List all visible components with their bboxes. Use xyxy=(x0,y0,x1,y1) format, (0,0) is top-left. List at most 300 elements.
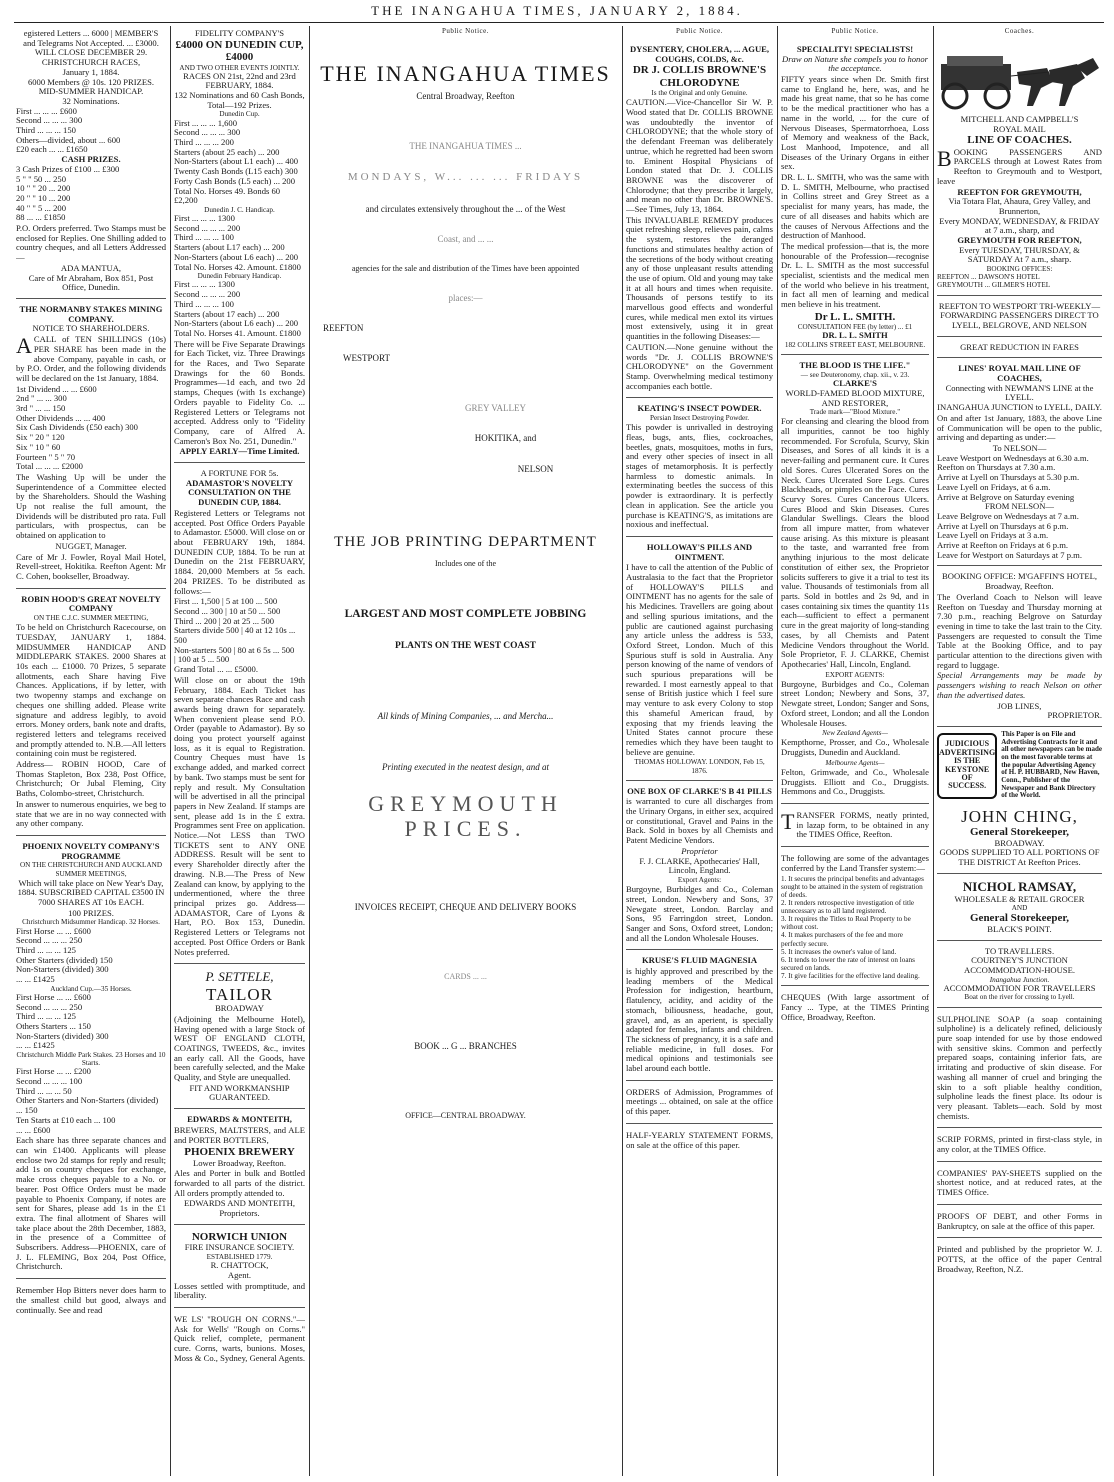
list-line: 1st Dividend ... ... £600 xyxy=(16,383,97,394)
cash-prizes xyxy=(16,165,166,223)
cash-address: Care of Mr Abraham, Box 851, Post Office, Dunedin. xyxy=(28,272,154,293)
companies-ad xyxy=(937,1165,1102,1205)
list-line: First ... 1,500 | 5 at 100 ... 500 xyxy=(174,596,278,607)
adamastor-table xyxy=(174,597,305,675)
list-line: First ... ... ... 1300 xyxy=(174,279,235,290)
list-line: Total No. Horses 41. Amount. £1800 xyxy=(174,327,301,338)
goods-supplied: GOODS SUPPLIED TO ALL PORTIONS OF THE DISTRICT At Reefton Prices. xyxy=(939,847,1100,868)
holloway-signature: THOMAS HOLLOWAY. LONDON, Feb 15, 1876. xyxy=(634,758,765,775)
cheques-text: CHEQUES (With large assortment of Fancy ... Type, at the TIMES Printing Office, Broadway, Reefton. xyxy=(781,992,929,1022)
clarke-proprietor: Proprietor xyxy=(681,845,718,856)
list-line: IS THE xyxy=(953,756,981,766)
list-line: 40 " " 5 ... 200 xyxy=(16,202,66,213)
list-line: 2nd " ... ... 300 xyxy=(16,393,67,404)
john-ching: JOHN CHING, xyxy=(961,807,1078,827)
general-storekeeper-2: General Storekeeper, xyxy=(970,912,1069,925)
handicap-title: Dunedin J. C. Handicap. xyxy=(204,205,275,214)
dunedin-cup-prizes xyxy=(174,119,305,206)
nichol-ramsay-ad xyxy=(937,877,1102,941)
list-line: ADVERTISING xyxy=(939,747,996,757)
list-line: Six Cash Dividends (£50 each) 300 xyxy=(16,422,138,433)
phoenix-ad xyxy=(16,839,166,1279)
normanby-body-2: The Washing Up will be under the Superintendence of a Committee elected by the Shareholders. Should the Washing Up not realise the full amount, the Dividends will be distributed pro rata. Full particulars, with prospectus, can be obtained on application to xyxy=(16,471,166,541)
fidelity-title: FIDELITY COMPANY'S xyxy=(194,28,284,38)
column-header: Coaches. xyxy=(1004,27,1035,35)
midsummer-prizes xyxy=(16,927,166,985)
paper-title: THE INANGAHUA TIMES xyxy=(320,60,611,86)
line-of-coaches: LINE OF COACHES. xyxy=(967,134,1072,147)
list-line: Arrive at Lyell on Thursdays at 6 p.m. xyxy=(937,520,1069,531)
place-reefton: REEFTON xyxy=(323,323,364,333)
column-2 xyxy=(174,26,305,1476)
melbourne-agents: Melbourne Agents— xyxy=(825,758,885,767)
and-restorer: AND RESTORER, xyxy=(821,397,889,408)
list-line: First Horse ... ... £600 xyxy=(16,991,91,1002)
edwards-address: Lower Broadway, Reefton. xyxy=(193,1157,286,1168)
junction-to-lyell: INANGAHUA JUNCTION to LYELL, DAILY. xyxy=(937,402,1102,413)
list-line: Total No. Horses 49. Bonds 60 £2,200 xyxy=(174,185,281,206)
transfer-text: TRANSFER FORMS, neatly printed, in lazap form, to be obtained in any the TIMES Office, Reefton. xyxy=(781,809,929,840)
smith-body-3: The medical profession—that is, the more honourable of the Profession—recognise Dr. L. L. SMITH as the most successful specialist, scientists and the medical men of the world who believe in his treatment, in fact all men of learning and medical men believe in his treatment. xyxy=(781,240,929,310)
list-line: Other Dividends ... ... 400 xyxy=(16,412,106,423)
edwards-body: BREWERS, MALTSTERS, and ALE and PORTER BOTTLERS, xyxy=(174,1124,305,1145)
robin-body: To be held on Christchurch Racecourse, on TUESDAY, JANUARY 1, 1884. MIDSUMMER HANDICAP AND MIDDLEPARK STAKES. 2000 Shares at 10s each ... £1000. 70 Prizes, 5 separate allotments, each Share having Five Chances. Applications, if by letter, with two twopenny stamps and exchange on cheques one shilling added. Please write signature and address legibly, to avoid errors. Money orders, bank note and drafts, registered letters and telegrams received and promptly attended to. N.B.—All letters containing coin must be registered. xyxy=(16,622,166,759)
deuteronomy: — see Deuteronomy, chap. xii., v. 23. xyxy=(800,370,910,379)
and-label: AND xyxy=(1011,904,1028,913)
notice-line-3: and circulates extensively throughout the ... of the West xyxy=(365,203,566,214)
list-line: Other Starters and Non-Starters (divided) ... 150 xyxy=(16,1095,159,1116)
handicap-prizes xyxy=(174,214,305,272)
list-line: Six " 20 " 120 xyxy=(16,432,65,443)
days-1: Every MONDAY, WEDNESDAY, & FRIDAY at 7 a.m., sharp, and xyxy=(939,215,1100,236)
column-rule xyxy=(622,26,623,1476)
from-nelson: FROM NELSON— xyxy=(985,501,1054,512)
accommodation: ACCOMMODATION FOR TRAVELLERS xyxy=(943,982,1096,993)
schedule-to-nelson xyxy=(937,454,1102,503)
notice-line-5: agencies for the sale and distribution of the Times have been appointed xyxy=(351,263,580,273)
norwich-ad xyxy=(174,1228,305,1308)
list-line: Others—divided, about ... 600 xyxy=(16,134,121,145)
list-line: 5. It increases the owner's value of land. xyxy=(781,947,897,956)
established: ESTABLISHED 1779. xyxy=(206,1253,273,1262)
place-hokitika: HOKITIKA, and xyxy=(474,433,537,444)
schedule-from-nelson xyxy=(937,512,1102,561)
to-nelson: To NELSON— xyxy=(992,442,1047,453)
list-line: KEYSTONE xyxy=(944,764,990,774)
list-line: Leave Westport on Wednesdays at 6.30 a.m. xyxy=(937,452,1089,463)
list-line: Second ... ... ... 200 xyxy=(174,289,241,300)
general-storekeeper: General Storekeeper, xyxy=(970,826,1069,839)
list-line: Six " 10 " 60 xyxy=(16,441,61,452)
greymouth-reefton: GREYMOUTH FOR REEFTON, xyxy=(957,235,1082,246)
list-line: Leave Lyell on Fridays at 3 a.m. xyxy=(937,530,1049,541)
place-grey-valley: GREY VALLEY xyxy=(464,403,527,414)
norwich-title: NORWICH UNION xyxy=(191,1230,288,1243)
holloway-title: HOLLOWAY'S PILLS AND OINTMENT. xyxy=(646,541,753,562)
list-line: Leave Belgrove on Wednesdays at 7 a.m. xyxy=(937,510,1079,521)
john-broadway: BROADWAY. xyxy=(994,837,1045,848)
clarkes-heading: CLARKE'S xyxy=(833,378,877,389)
list-line: 5 " " 50 ... 250 xyxy=(16,173,66,184)
imprint-ad xyxy=(937,1241,1102,1280)
list-line: Second ... ... ... 300 xyxy=(16,115,83,126)
list-line: Arrive at Reefton on Fridays at 6 p.m. xyxy=(937,540,1069,551)
adamastor-body-2: Will close on or about the 19th February, 1884. Each Ticket has seven separate chances Race and cash awards being drawn for separately. When convenient please send P.O. Order (payable to Adamastor). By so doing you protect yourself against loss, as it is equal to Registration. Country Cheques must have 1s exchange added, and marked correct by bank. Two stamps must be sent for reply and result. My Consultation will be advertised in all the principal papers in New Zealand. If stamps are sent, please add 1s in the £ extra. Programmes sent Free on application. Notice.—Not LESS than TWO TICKETS sent to ANY ONE ADDRESS. Result will be sent to every Shareholder directly after the drawing. N.B.—The Press of New Zealand can know, by applying to the undermentioned, where the three principal prizes go. Address—ADAMASTOR, Care of Lyons & Hart, P.O. Box 153, Dunedin. Registered Letters or Telegrams not accepted. Post Office Orders or Bank Notes preferred. xyxy=(174,674,305,957)
column-6 xyxy=(937,26,1102,1476)
cash-prizes-title: CASH PRIZES. xyxy=(61,154,121,165)
john-ching-ad xyxy=(937,804,1102,874)
stagecoach-illustration xyxy=(937,42,1102,112)
place-nelson: NELSON xyxy=(517,463,554,474)
column-rule xyxy=(170,26,171,1476)
transfer-ad xyxy=(781,807,929,847)
scrip-text: SCRIP FORMS, printed in first-class style, in any color, at the TIMES Office. xyxy=(937,1134,1102,1155)
list-line: 6000 Members @ 10s. 120 PRIZES. xyxy=(27,76,155,87)
list-line: Third ... ... ... 50 xyxy=(16,1085,72,1096)
browne-heading: DR J. COLLIS BROWNE'S CHLORODYNE xyxy=(632,64,767,89)
edwards-title: EDWARDS & MONTEITH, xyxy=(187,1114,292,1125)
to-travellers: TO TRAVELLERS. xyxy=(984,945,1055,956)
place-westport: WESTPORT xyxy=(343,353,390,364)
fidelity-ad xyxy=(174,26,305,463)
normanby-signature: NUGGET, Manager. xyxy=(55,540,127,551)
clarke-body: is warranted to cure all discharges from the Urinary Organs, in either sex, acquired or constitutional, Gravel and Pains in the Back. Sold in boxes by all Chemists and Patent Medicine Vendors. xyxy=(626,796,773,846)
list-line: Starters (about 17 each) ... 200 xyxy=(174,308,280,319)
book-line: BOOK ... G ... BRANCHES xyxy=(414,1040,517,1051)
via-route: Via Totara Flat, Ahaura, Grey Valley, and Brunnerton, xyxy=(948,196,1091,216)
list-line: 32 Nominations. xyxy=(62,95,120,106)
inangahua-junction: Inangahua Junction. xyxy=(989,975,1050,984)
smith-address-name: DR. L. L. SMITH xyxy=(822,330,888,341)
clarke-name: F. J. CLARKE, Apothecaries' Hall, Lincoln, England. xyxy=(639,855,760,876)
list-line: 4. It makes purchasers of the fee and more perfectly secure. xyxy=(781,931,903,948)
dunedin-cup-title: Dunedin Cup. xyxy=(219,110,260,119)
kruse-body: is highly approved and prescribed by the leading members of the Medical Profession for indigestion, heartburn, flatulency, acidity, and acidity of the stomach, biliousness, headache, gout, gravel, and, as an aperient, is specially adapted for females, infants and children. The sickness of pregnancy, it is a safe and reliable medicine, in full doses. For medical opinions and testimonials see label around each bottle. xyxy=(626,966,773,1074)
rough-on-corns-ad xyxy=(174,1311,305,1370)
phoenix-sub: ON THE CHRISTCHURCH AND AUCKLAND SUMMER MEETINGS, xyxy=(19,861,163,878)
phoenix-footer: Each share has three separate chances and can win £1400. Applicants will please enclose two 2d stamps for reply and result; add 1s on country cheques for exchange, make cross cheques payable to a No. or bearer. Post Office Orders must be made payable to Phoenix Company, if notes are sent for Shares, please add 1s in the £1 extra. The final allotment of Shares will take place about the 28th December, 1883, in the presence of a Committee of Subscribers. Address—PHOENIX, care of J. L. FLEMING, Box 204, Post Office, Christchurch. xyxy=(16,1135,166,1272)
cards-line: CARDS ... ... xyxy=(444,971,487,981)
clarke-export-body: Burgoyne, Burbidges and Co., Coleman street, London. Newbery and Sons, 37 Newgate street, London. Barclay and Sons, 95 Farringdon street, London. Sanger and Sons, Oxford street, London; and all the London Wholesale Houses. xyxy=(626,884,773,943)
column-1 xyxy=(16,26,166,1476)
mitchell-coaches-ad xyxy=(937,112,1102,296)
hop-bitters-text: Remember Hop Bitters never does harm to the smallest child but good, always and continually. See and read xyxy=(16,1285,166,1315)
settele-name: P. SETTELE, xyxy=(205,969,274,985)
phoenix-title: PHOENIX NOVELTY COMPANY'S PROGRAMME xyxy=(22,840,160,861)
job-printing-heading: THE JOB PRINTING DEPARTMENT xyxy=(334,533,597,550)
list-line: Third ... ... ... 200 xyxy=(174,137,234,148)
column-header: Public Notice. xyxy=(675,27,724,35)
column-header: Public Notice. xyxy=(831,27,879,35)
column-rule xyxy=(777,26,778,1476)
chattock: R. CHATTOCK, xyxy=(210,1260,269,1271)
holloway-ad xyxy=(626,540,773,781)
cash-signature: ADA MANTUA, xyxy=(60,262,122,273)
robin-footer: In answer to numerous enquiries, we beg to state that we are in no way connected with any other company. xyxy=(16,798,166,829)
list-line: ... ... £1425 xyxy=(16,974,55,985)
phoenix-body: Which will take place on New Year's Day, 1884. SUBSCRIBED CAPITAL £3500 IN 7000 SHARES AT 10s EACH. xyxy=(17,877,165,908)
list-line: Third ... ... ... 100 xyxy=(174,232,234,243)
list-line: 10 " " 20 ... 200 xyxy=(16,183,71,194)
travellers-ad xyxy=(937,944,1102,1008)
tailor-fit: FIT AND WORKMANSHIP GUARANTEED. xyxy=(189,1082,290,1103)
column-header: Public Notice. xyxy=(441,27,490,35)
auckland-prizes xyxy=(16,993,166,1051)
dysentery-heading: DYSENTERY, CHOLERA, ... AGUE, COUGHS, COLDS, &c. xyxy=(629,43,770,64)
list-line: 3rd " ... ... 150 xyxy=(16,403,66,414)
great-reduction-ad xyxy=(937,340,1102,359)
list-line: Arrive at Belgrove on Saturday evening xyxy=(937,491,1075,502)
boat: Boat on the river for crossing to Lyell. xyxy=(964,993,1075,1002)
phoenix-prizes: 100 PRIZES. xyxy=(68,907,114,918)
connecting: Connecting with NEWMAN'S LINE at the LYELL. xyxy=(945,382,1094,403)
robin-sub: ON THE C.J.C. SUMMER MEETING, xyxy=(33,614,149,623)
list-line: Fourteen " 5 " 70 xyxy=(16,451,76,462)
list-line: Starters (about 25 each) ... 200 xyxy=(174,146,280,157)
list-line: ... ... £600 xyxy=(16,1124,51,1135)
hubbard-text: This Paper is on File and Advertising Contracts for it and all other newspapers can be made on the most favorable terms at the popular Advertising Agency of H. P. HUBBARD, New Haven, Conn., Publisher of the Newspaper and Bank Directory of the World. xyxy=(1001,729,1102,800)
great-reduction: GREAT REDUCTION IN FARES xyxy=(960,341,1079,352)
column-5 xyxy=(781,26,929,1476)
paper-address: Central Broadway, Reefton xyxy=(416,90,515,101)
lines-royal-mail-ad xyxy=(937,361,1102,566)
list-line: Ten Starts at £10 each ... 100 xyxy=(16,1114,116,1125)
consultation-fee: CONSULTATION FEE (by letter) ... £1 xyxy=(797,323,913,332)
kinds-line: All kinds of Mining Companies, ... and Mercha... xyxy=(377,711,554,722)
includes-label: Includes one of the xyxy=(434,558,497,568)
tailor-broadway: BROADWAY xyxy=(215,1003,264,1014)
masthead: THE INANGAHUA TIMES, JANUARY 2, 1884. xyxy=(371,3,743,18)
overland-text: The Overland Coach to Nelson will leave Reefton on Tuesday and Thursday morning at 7.30 p.m., reaching Belgrove on Saturday evening in time to take the last train to the City. Passengers are requested to consult the Time Table at the Booking Office, and to pay particular attention to the directions given with regard to luggage. xyxy=(937,591,1102,670)
adamastor-title: ADAMASTOR'S NOVELTY CONSULTATION ON THE DUNEDIN CUP, 1884. xyxy=(185,477,294,508)
list-line: First ... ... ... 1300 xyxy=(174,213,235,224)
export-body: Burgoyne, Burbidges and Co., Coleman street London; Newbery and Sons, 37, Newgate street, London; Sanger and Sons, Oxford street, London; and all the London Wholesale Houses. xyxy=(781,678,929,728)
list-line: 3. It requires the Titles to Real Property to be without cost. xyxy=(781,915,911,932)
list-line: First Horse ... ... £200 xyxy=(16,1066,91,1077)
list-line: Reefton on Thursdays at 7.30 a.m. xyxy=(937,462,1056,473)
normanby-title: THE NORMANBY STAKES MINING COMPANY. xyxy=(19,303,163,324)
wholesale: WHOLESALE & RETAIL GROCER xyxy=(954,893,1085,904)
list-line: Leave for Westport on Saturdays at 7 p.m. xyxy=(937,549,1082,560)
robin-hood-ad xyxy=(16,592,166,836)
settele-ad xyxy=(174,967,305,1109)
smith-name: Dr L. L. SMITH. xyxy=(814,310,896,323)
notice-line-4: Coast, and ... ... xyxy=(437,233,494,244)
fortune: A FORTUNE FOR 5s. xyxy=(200,468,279,479)
fidelity-body: There will be Five Separate Drawings for Each Ticket, viz. Three Drawings for the Races, and Two Separate Drawings for the 60 Bonds. Programmes—1d each, and two 2d stamps, Cheques (with 1s exchange) Orders payable to Fidelity Co. ... Registered Letters or Telegrams not accepted. Address only to "Fidelity Company, care of Alfred A. Cameron's Box No. 251, Dunedin." xyxy=(174,338,305,446)
clarke-export: Export Agents: xyxy=(677,875,722,884)
advantages-list xyxy=(781,875,929,981)
column-3 xyxy=(313,26,618,1476)
fidelity-races: RACES ON 21st, 22nd and 23rd FEBRUARY, 1884. xyxy=(183,70,296,91)
smith-ad xyxy=(781,42,929,355)
list-line: Non-Starters (about L6 each) ... 200 xyxy=(174,318,299,329)
keating-sub: Persian Insect Destroying Powder. xyxy=(649,414,749,423)
browne-original: Is the Original and only Genuine. xyxy=(651,89,748,98)
booking-office-ad xyxy=(937,569,1102,727)
trade-mark: Trade mark—"Blood Mixture." xyxy=(809,408,901,417)
land-transfer-ad xyxy=(781,850,929,986)
losses: Losses settled with promptitude, and liberality. xyxy=(174,1280,305,1301)
lines-royal-mail: LINES' ROYAL MAIL LINE OF COACHES, xyxy=(958,363,1081,384)
list-line: CHRISTCHURCH RACES, xyxy=(41,57,141,68)
list-line: Leave Lyell on Fridays, at 6 a.m. xyxy=(937,481,1051,492)
normanby-address: Care of Mr J. Fowler, Royal Mail Hotel, Revell-street, Hokitika. Reefton Agent: Mr C. Cohen, bookseller, Broadway. xyxy=(16,551,166,581)
blacks-point: BLACK'S POINT. xyxy=(987,923,1052,934)
imprint-text: Printed and published by the proprietor W. J. POTTS, at the office of the paper Central Broadway, Reefton, N.Z. xyxy=(937,1244,1102,1274)
proofs-ad xyxy=(937,1208,1102,1238)
list-line: 6. It tends to lower the rate of interest on loans secured on lands. xyxy=(781,955,915,972)
list-line: Second ... ... ... 200 xyxy=(174,222,241,233)
list-line: Second ... ... ... 250 xyxy=(16,935,83,946)
list-line: Third ... ... ... 125 xyxy=(16,944,76,955)
list-line: Non-Starters (divided) 300 xyxy=(16,964,109,975)
column-rule xyxy=(933,26,934,1476)
orders-text: ORDERS of Admission, Programmes of meetings ... obtained, on sale at the office of this paper. xyxy=(626,1086,773,1117)
clarke-box-title: ONE BOX OF CLARKE'S B 41 PILLS xyxy=(627,785,772,796)
hop-bitters-ad xyxy=(16,1282,166,1321)
browne-caution: CAUTION.—Vice-Chancellor Sir W. P. Wood stated that Dr. COLLIS BROWNE was undoubtedly the inventor of CHLORODYNE; that the whole story of the defendant Freeman was deliberately untrue, which he regretted had been sworn to. Eminent Hospital Physicians of London stated that Dr. J. COLLIS BROWNE was the discoverer of Chlorodyne; that they prescribe it largely, and mean no other than Dr. BROWNE'S.—See Times, July 13, 1864. xyxy=(626,97,773,215)
sulpholine-text: SULPHOLINE SOAP (a soap containing sulpholine) is a delicately refined, deliciously pure soap intended for use by those endowed with sensitive skins. Common and perfectly prepared soaps, containing inferior fats, are irritating and productive of skin disease. For washing all manner of cruel and bringing the skin to a soft pliable healthy condition, sulpholine leads the finest place. Its odour is very pleasant. Tablets—each. Sold by most chemists. xyxy=(937,1013,1102,1121)
february-prizes xyxy=(174,280,305,338)
list-line: and Telegrams Not Accepted. ... £3000. xyxy=(23,37,159,48)
places-label: places:— xyxy=(448,292,483,303)
blood-heading: THE BLOOD IS THE LIFE." xyxy=(799,360,911,371)
largest-heading: LARGEST AND MOST COMPLETE JOBBING xyxy=(344,607,587,620)
junction-body: On and after 1st January, 1883, the above Line of Communication will be open to the public, arriving and departing as under:— xyxy=(937,412,1102,443)
list-line: Starters (about L17 each) ... 200 xyxy=(174,242,285,253)
clarke-pills-ad xyxy=(626,784,773,951)
nz-body: Kempthorne, Prosser, and Co., Wholesale Druggists, Dunedin and Auckland. xyxy=(781,737,929,758)
normanby-ad xyxy=(16,302,166,589)
hubbard-ad xyxy=(937,731,1102,800)
list-line: Twenty Cash Bonds (L15 each) 300 xyxy=(174,166,298,177)
speciality-heading: SPECIALITY! SPECIALISTS! xyxy=(796,43,914,54)
blood-mixture-ad xyxy=(781,358,929,804)
column-4 xyxy=(626,26,773,1476)
robin-address: Address— ROBIN HOOD, Care of Thomas Stapleton, Box 238, Post Office, Christchurch; Or Jubal Fleming, City Baths, Colombo-street, Christchurch. xyxy=(16,759,166,799)
edwards-ad xyxy=(174,1112,305,1225)
list-line: £20 each ... ... £1650 xyxy=(16,144,88,155)
list-line: 3 Cash Prizes of £100 ... £300 xyxy=(16,163,120,174)
fidelity-sub: AND TWO OTHER EVENTS JOINTLY. xyxy=(179,63,300,72)
adamastor-body: Registered Letters or Telegrams not accepted. Post Office Orders Payable to Adamastor. £5000. Will close on or about FEBRUARY 19th, 1884. DUNEDIN CUP, 1884. To be run at Dunedin on the 21st FEBRUARY, 1884. 20,000 Members at 5s each. 204 PRIZES. To be distributed as follows:— xyxy=(174,507,305,596)
middle-park-title: Christchurch Middle Park Stakes. 23 Horses and 10 Starts. xyxy=(16,1051,166,1068)
booking-body: BOOKING PASSENGERS AND PARCELS through at Lowest Rates from Reefton to Greymouth and to Westport, leave xyxy=(937,145,1102,186)
list-line: 20 " " 10 ... 200 xyxy=(16,192,71,203)
list-line: Starters divide 500 | 40 at 12 10s ... 500 xyxy=(174,625,296,646)
edwards-signature: EDWARDS AND MONTEITH, Proprietors. xyxy=(184,1198,295,1219)
export-agents: EXPORT AGENTS: xyxy=(825,670,885,679)
list-line: egistered Letters ... 6000 | MEMBER'S xyxy=(23,28,159,38)
days-2: Every TUESDAY, THURSDAY, & SATURDAY At 7 a.m., sharp. xyxy=(959,244,1080,265)
cash-note: P.O. Orders preferred. Two Stamps must be enclosed for Replies. One Shilling added to country cheques, and all Letters Addressed— xyxy=(16,223,166,263)
list-line: Second ... 300 | 10 at 50 ... 500 xyxy=(174,605,281,616)
list-line: Third ... ... ... 100 xyxy=(174,298,234,309)
courtney: COURTNEY'S JUNCTION ACCOMMODATION-HOUSE. xyxy=(963,955,1075,975)
fidelity-noms: 132 Nominations and 60 Cash Bonds, Total—192 Prizes. xyxy=(174,90,305,110)
list-line: January 1, 1884. xyxy=(62,66,120,77)
keystone-badge xyxy=(937,733,997,799)
booking-address: Broadway, Reefton. xyxy=(985,581,1054,592)
list-line: Third ... ... ... 150 xyxy=(16,125,76,136)
list-line: 2. It renders retrospective investigation of title unnecessary as to all land registered. xyxy=(781,898,915,916)
list-line: First ... ... ... £600 xyxy=(16,105,77,116)
agent: Agent. xyxy=(227,1269,252,1280)
tailor-heading: TAILOR xyxy=(206,984,273,1004)
list-line: Arrive at Lyell on Thursdays at 5.30 p.m. xyxy=(937,472,1080,483)
adamastor-ad xyxy=(174,466,305,964)
smith-body: FIFTY years since when Dr. Smith first came to England he, here, was, and he made his great name, that so he has come to be the medical practitioner who has a name in the world, ... for the cure of Nervous Diseases, Spermatorrhoea, Loss of Memory and weakness of the Back, Lost Manhood, Impotence, and all Diseases of the Urinary Organs in either sex. xyxy=(781,74,929,172)
list-line: MID-SUMMER HANDICAP. xyxy=(38,86,144,97)
normanby-body: ACALL of TEN SHILLINGS (10s) PER SHARE has been made in the above Company, payable in cash, or by P.O. Order, and the following dividends will be declared on the 1st January, 1884. xyxy=(16,333,166,383)
list-line: Third ... 200 | 20 at 25 ... 500 xyxy=(174,615,275,626)
list-line: Non-starters 500 | 80 at 6 5s ... 500 xyxy=(174,644,295,655)
list-line: First Horse ... ... £600 xyxy=(16,925,91,936)
office-greymouth: GREYMOUTH ... GILMER'S HOTEL xyxy=(937,281,1051,290)
proprietor-label: PROPRIETOR. xyxy=(1047,710,1102,721)
normanby-notice: NOTICE TO SHAREHOLDERS. xyxy=(32,323,150,334)
list-line: Other Starters (divided) 150 xyxy=(16,954,113,965)
plants-heading: PLANTS ON THE WEST COAST xyxy=(395,640,536,651)
prize-list-ad xyxy=(16,26,166,299)
edwards-body-2: Ales and Porter in bulk and Bottled forwarded to all parts of the district. All orders promptly attended to. xyxy=(174,1168,305,1198)
first-prizes xyxy=(16,107,166,156)
orders-ad xyxy=(626,1084,773,1124)
nichol-ramsay: NICHOL RAMSAY, xyxy=(962,878,1077,894)
companies-text: COMPANIES' PAY-SHEETS supplied on the shortest notice, and at reduced rates, at the TIMES Office. xyxy=(937,1167,1102,1198)
auckland-title: Auckland Cup.—35 Horses. xyxy=(50,984,132,993)
robin-title: ROBIN HOOD'S GREAT NOVELTY COMPANY xyxy=(21,593,161,614)
westport-line-ad xyxy=(937,299,1102,337)
reefton-greymouth: REEFTON FOR GREYMOUTH, xyxy=(957,186,1082,197)
office-line: OFFICE—CENTRAL BROADWAY. xyxy=(405,1110,526,1120)
list-line: 1. It secures the principal benefits and advantages sought to be attained in the system of registration of deeds. xyxy=(781,874,924,899)
keating-body: This powder is unrivalled in destroying fleas, bugs, ants, flies, cockroaches, beetles, gnats, mosquitoes, moths in furs, and every other species of insect in all stages of metamorphosis. It is perfectly harmless to domestic animals. In exterminating beetles the success of this powder is extraordinary. It is perfectly clean in application. See the article you purchase is KEATING'S, as imitations are noxious and ineffectual. xyxy=(626,422,773,530)
list-line: WILL CLOSE DECEMBER 29. xyxy=(34,47,148,58)
fragment-lines xyxy=(16,29,166,107)
list-line: Total No. Horses 42. Amount. £1800 xyxy=(174,261,301,272)
world-famed: WORLD-FAMED BLOOD MIXTURE, xyxy=(785,387,925,398)
list-line: Grand Total ... ... £5000. xyxy=(174,664,258,675)
kruse-ad xyxy=(626,953,773,1080)
booking-office: BOOKING OFFICE: M'GAFFIN'S HOTEL, xyxy=(942,571,1097,582)
blood-body: For cleansing and clearing the blood from all impurities, cannot be too highly recommended. For Scrofula, Scurvy, Skin Diseases, and Sores of all kinds it is a never-failing and permanent cure. It Cures old Sores. Cures Ulcerated Sores on the Neck. Cures Ulcerated Sore Legs. Cures Blackheads, or pimples on the Face. Cures Scurvy Sores. Cures Cancerous Ulcers. Cures Blood and Skin Diseases. Cures Glandular Swellings. Clears the blood from all impure matter, from whatever cause arising. As this mixture is pleasant to the taste, and warranted free from anything injurious to the most delicate constitution of either sex, the Proprietor solicits sufferers to give it a trial to test its value. Thousands of testimonials from all parts. Sold in bottles and 2s 9d, and in cases containing six times the quantity 11s each—sufficient to effect a permanent cure in the great majority of long-standing cases, by all Chemists and Patent Medicine Vendors throughout the World. Sole Proprietor, F. J. CLARKE, Chemist Apothecaries' Hall, Lincoln, England. xyxy=(781,416,929,669)
list-line: Forty Cash Bonds (L5 each) ... 200 xyxy=(174,175,296,186)
keating-ad xyxy=(626,401,773,537)
royal-mail: ROYAL MAIL xyxy=(993,123,1046,134)
list-line: Non-Starters (divided) 300 xyxy=(16,1030,109,1041)
list-line: Third ... ... ... 125 xyxy=(16,1011,76,1022)
chlorodyne-ad xyxy=(626,42,773,398)
list-line: | 100 at 5 ... 500 xyxy=(174,654,230,665)
melbourne-body: Felton, Grimwade, and Co., Wholesale Druggists. Elliott and Co., Druggists. Hemmons and Co., Druggists. xyxy=(781,766,929,797)
proofs-text: PROOFS OF DEBT, and other Forms in Bankruptcy, on sale at the office of this paper. xyxy=(937,1210,1102,1231)
masthead-rule xyxy=(14,22,1104,23)
phoenix-brewery: PHOENIX BREWERY xyxy=(184,1146,295,1159)
list-line: First ... ... ... 1,600 xyxy=(174,117,238,128)
office-reefton: REEFTON ... DAWSON'S HOTEL xyxy=(937,273,1040,282)
keating-title: KEATING'S INSECT POWDER. xyxy=(637,403,762,414)
fire-insurance: FIRE INSURANCE SOCIETY. xyxy=(184,1242,295,1253)
printing-line: Printing executed in the neatest design, and at xyxy=(382,761,549,772)
list-line: ... ... £1425 xyxy=(16,1040,55,1051)
fidelity-headline: £4000 ON DUNEDIN CUP, £4000 xyxy=(175,38,304,64)
column-rule xyxy=(309,26,310,1476)
notice-line-2: MONDAYS, W... ... ... FRIDAYS xyxy=(347,171,584,184)
booking-offices: BOOKING OFFICES: xyxy=(986,265,1053,274)
browne-invaluable: This INVALUABLE REMEDY produces quiet refreshing sleep, relieves pain, calms the system, restores the deranged functions and stimulates healthy action of the secretions of the body without creating any of those unpleasant results attending the use of opium. Old and young may take it at all hours and times when requisite. Thousands of persons testify to its marvellous good effects and wonderful cures, while medical men extol its virtues most extensively, using it in great quantities in the following Diseases:— xyxy=(626,214,773,342)
